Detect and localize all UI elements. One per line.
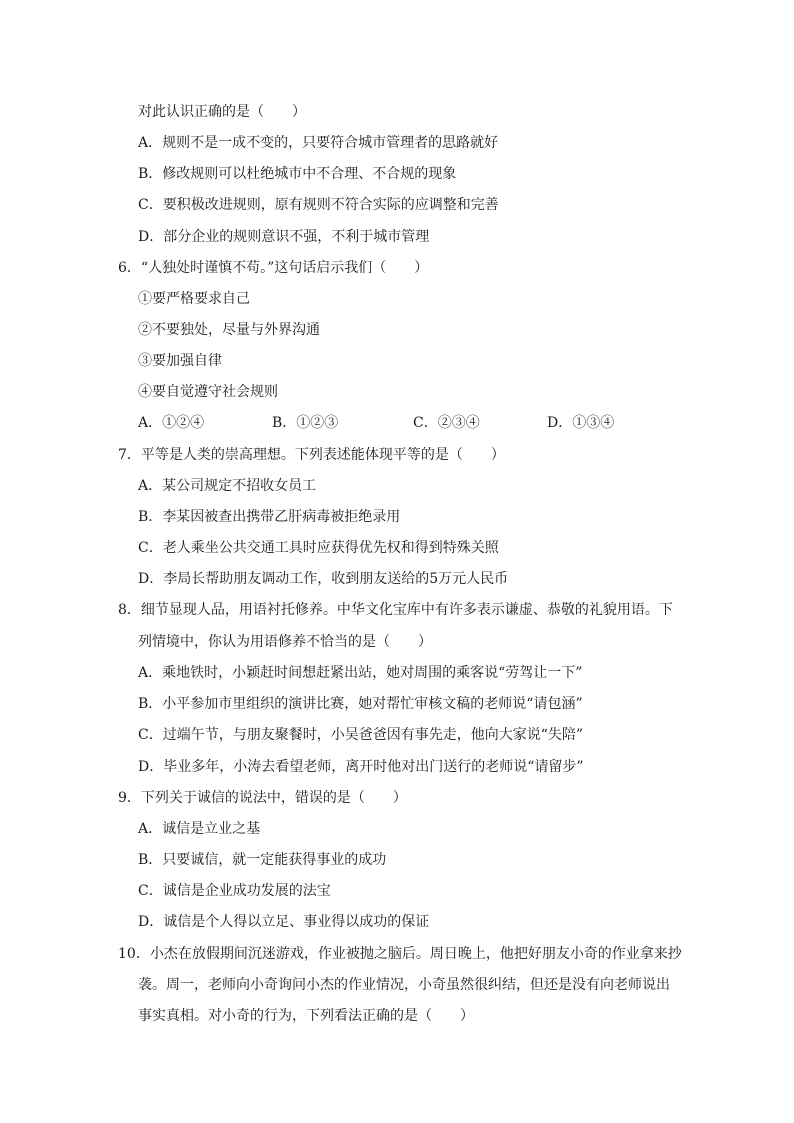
q9-option-d: D．诚信是个人得以立足、事业得以成功的保证 <box>138 914 430 930</box>
q5-stem-tail: 对此认识正确的是（ ） <box>138 104 306 120</box>
q8-option-c: C．过端午节，与朋友聚餐时，小吴爸爸因有事先走，他向大家说“失陪” <box>138 727 584 743</box>
q7-option-c: C．老人乘坐公共交通工具时应获得优先权和得到特殊关照 <box>138 540 499 556</box>
q7-option-a: A．某公司规定不招收女员工 <box>138 478 317 494</box>
q6-option-a: A．①②④ <box>138 415 205 431</box>
q6-option-d: D．①③④ <box>547 415 615 431</box>
q6-option-b: B．①②③ <box>272 415 339 431</box>
q5-option-c: C．要积极改进规则，原有规则不符合实际的应调整和完善 <box>138 197 499 213</box>
q7-stem: 7．平等是人类的崇高理想。下列表述能体现平等的是（ ） <box>118 447 505 463</box>
q9-option-b: B．只要诚信，就一定能获得事业的成功 <box>138 852 387 868</box>
q6-item-1: ①要严格要求自己 <box>138 291 250 307</box>
q5-option-d: D．部分企业的规则意识不强，不利于城市管理 <box>138 229 430 245</box>
q10-stem-line-3: 事实真相。对小奇的行为，下列看法正确的是（ ） <box>138 1008 474 1024</box>
q6-item-3: ③要加强自律 <box>138 353 222 369</box>
q9-option-a: A．诚信是立业之基 <box>138 821 261 837</box>
q8-stem-line-2: 列情境中，你认为用语修养不恰当的是（ ） <box>138 634 432 650</box>
q8-option-a: A．乘地铁时，小颖赶时间想赶紧出站，她对周围的乘客说“劳驾让一下” <box>138 665 583 681</box>
q6-item-2: ②不要独处，尽量与外界沟通 <box>138 322 320 338</box>
q6-item-4: ④要自觉遵守社会规则 <box>138 384 278 400</box>
q10-stem-line-1: 10．小杰在放假期间沉迷游戏，作业被抛之脑后。周日晚上，他把好朋友小奇的作业拿来抄 <box>118 946 682 962</box>
q7-option-d: D．李局长帮助朋友调动工作，收到朋友送给的5万元人民币 <box>138 571 509 587</box>
q6-options-row <box>0 413 794 433</box>
q9-option-c: C．诚信是企业成功发展的法宝 <box>138 883 331 899</box>
q9-stem: 9．下列关于诚信的说法中，错误的是（ ） <box>118 790 407 806</box>
q5-option-a: A．规则不是一成不变的，只要符合城市管理者的思路就好 <box>138 135 499 151</box>
q8-stem-line-1: 8．细节显现人品，用语衬托修养。中华文化宝库中有许多表示谦虚、恭敬的礼貌用语。下 <box>118 602 673 618</box>
q10-stem-line-2: 袭。周一，老师向小奇询问小杰的作业情况，小奇虽然很纠结，但还是没有向老师说出 <box>138 977 670 993</box>
q8-option-b: B．小平参加市里组织的演讲比赛，她对帮忙审核文稿的老师说“请包涵” <box>138 696 583 712</box>
q6-option-c: C．②③④ <box>413 415 480 431</box>
q5-option-b: B．修改规则可以杜绝城市中不合理、不合规的现象 <box>138 166 457 182</box>
q8-option-d: D．毕业多年，小涛去看望老师，离开时他对出门送行的老师说“请留步” <box>138 759 584 775</box>
q7-option-b: B．李某因被查出携带乙肝病毒被拒绝录用 <box>138 509 401 525</box>
q6-stem: 6．“人独处时谨慎不苟。”这句话启示我们（ ） <box>118 260 429 276</box>
